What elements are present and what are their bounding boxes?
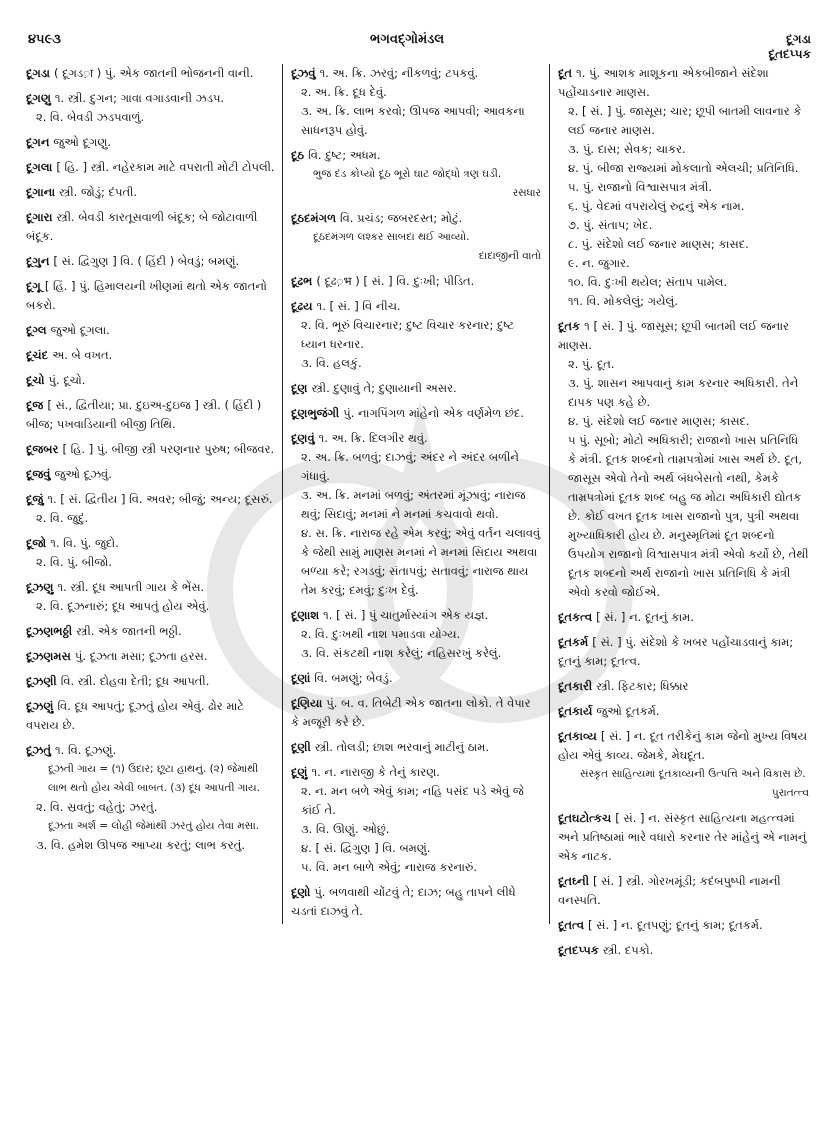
sense: ૨. વિ. દુઃખથી નાશ પમાડવા યોગ્ય. [301,627,461,641]
sense: ૪. [ સં. દ્વિગુણ ] વિ. બમણું. [301,841,431,855]
headword: દૂતક [558,319,581,333]
headword: દૂઢય [291,299,313,313]
headword: દૂતકાર્ય [558,704,593,718]
dictionary-entry [291,694,541,732]
definition: [ સં. ] ન. દૂતનું કામ. [596,610,694,624]
headword: દૂઝવું [291,66,316,80]
headword: દૂતકાવ્ય [558,729,597,743]
dictionary-entry [26,346,276,365]
definition: વિ. દુષ્ટ; અધમ. [308,148,381,162]
headword: દૂઝતું [26,743,52,757]
headword: દૂજો [26,536,47,550]
definition: પું. બ. વ. તિબેટી એક જાતના લોકો. તે વેપાર કે મજૂરી કરે છે. [291,696,531,729]
dictionary-entry [558,941,809,960]
headword: દૂણ [291,381,308,395]
definition: [ સં., દ્વિતીયા; પ્રા. દુઇઅ-દુઇજ ] સ્ત્રી. ( હિંદી ) બીજ; પખવાડિયાની બીજી તિથિ. [26,398,262,431]
definition: પું. દૂચો. [48,373,86,387]
definition: ૧. પું. આશક માશૂકના એકબીજાને સંદેશા પહોંચાડનાર માણસ. [558,66,769,99]
headword: દૂણભુજંગી [291,406,340,420]
sense: ૩. પું. શાસન આપવાનું કામ કરનાર અધિકારી. તેને દાપક પણ કહે છે. [568,376,799,409]
sense: ૨. વિ. જુદું. [36,511,89,525]
dictionary-entry [26,672,276,691]
headword: દૂણાં [291,671,311,685]
dictionary-entry [558,633,809,671]
definition: પું. બળવાથી ચોંટવું તે; દાઝ; બહુ તાપને લીધે ચડતાં દાઝવું તે. [291,885,516,918]
definition: સ્ત્રી. દપકો. [602,943,654,957]
dictionary-entry [26,647,276,666]
usage-example: ભુજ દંડ કોપ્યો દૂઠ ભૂરો ઘાટ જોદ્ધો ત્રણ ઘડી. [313,168,502,180]
dictionary-entry [291,738,541,757]
dictionary-entry [26,64,276,83]
definition: ૧. [ સં. દ્વિતીય ] વિ. અવર; બીજું; અન્ય; દૂસરું. [47,492,273,506]
dictionary-entry [558,727,809,803]
headword: દૂઠદમંગળ [291,211,337,225]
sense: ૨. વિ. બેવડી ઝડપવાળું. [36,110,145,124]
sense: ૫ પું. સૂબો; મોટો અધિકારી; રાજાનો ખાસ પ્રતિનિધિ કે મંત્રી. દૂતક શબ્દનો તામ્રપત્રોમાં ખાસ અર્થ છે. દૂત, જાસૂસ એવો તેનો અર્થ બંધબેસતો નથી, કેમકે તામ્રપત્રોમાં દૂતક શબ્દ બહુ જ મોટા અધિકારી દ્યોતક છે. કોઈ વખત દૂતક ખાસ રાજાનો પુત્ર, પુત્રી અથવા મુખ્યાધિકારી હોય છે. મનુસ્મૃતિમાં દૂત શબ્દનો ઉપયોગ રાજાનો વિશ્વાસપાત્ર મંત્રી એવો કર્યો છે, તેથી દૂતક શબ્દનો અર્થ રાજાનો ખાસ પ્રતિનિધિ કે મંત્રી એવો કરવો જોઈએ. [568,433,809,599]
dictionary-entry [291,429,541,600]
dictionary-entry [558,317,809,602]
dictionary-entry [26,490,276,528]
definition: [ હિં. ] પું. હિમાલયની ખીણમાં થતો એક જાતનો બકરો. [26,279,267,312]
sense: ૨. વિ. સ્રવતું; વહેતું; ઝરતું. [36,800,158,814]
dictionary-entry [291,404,541,423]
headword: દૂગડા [26,66,50,80]
definition: સ્ત્રી. એક જાતની ભઠ્ઠી. [76,624,182,638]
definition: પું. દૂઝતા મસા; દૂઝતા હરસ. [74,649,208,663]
sense: ૨. અ. ક્રિ. બળવું; દાઝવું; અંદર ને અંદર બળીને ગંધાવું. [301,450,519,483]
dictionary-entry [26,440,276,459]
headword: દૂતઘટોત્કચ [558,811,612,825]
definition: [ સં. ] ન. સંસ્કૃત સાહિત્યના મહત્ત્વમાં અને પ્રતિષ્ઠામાં ભારે વધારો કરનાર તેર માંહેનું એ નામનું એક નાટક. [558,811,807,863]
page-header [0,0,825,60]
sense: ૪. પું. બીજા રાજ્યમાં મોકલાતો એલચી; પ્રતિનિધિ. [568,161,799,175]
dictionary-entry [291,64,541,140]
definition: ૧. અ. ક્રિ. ઝરવું; નીકળવું; ટપકવું. [319,66,479,80]
headword: દૂગલા [26,160,53,174]
headword: દૂઝણું [26,699,54,713]
headword: દૂતત્વ [558,918,585,932]
headword: દૂત [558,66,573,80]
dictionary-entry [26,741,276,855]
sense: દૂઝતા અર્શ = લોહી જેમાંથી ઝરતું હોય તેવા મસા. [48,820,260,832]
definition: સ્ત્રી. બેવડી કારતૂસવાળી બંદૂક; બે જોટાવાળી બંદૂક. [26,210,258,243]
definition: [ સં. ] ન. દૂતપણું; દૂતનું કામ; દૂતકર્મ. [588,918,763,932]
definition: વિ. પ્રચંડ; જબરદસ્ત; મોટું. [340,211,463,225]
headword: દૂણી [291,740,311,754]
headword: દૂણો [291,885,311,899]
dictionary-entry [558,872,809,910]
definition: ( દૂઢ़भ ) [ સં. ] વિ. દુઃખી; પીડિત. [316,274,475,288]
dictionary-entry [558,64,809,311]
dictionary-entry [26,697,276,735]
dictionary-entry [558,677,809,696]
headword: દૂચંદ [26,348,49,362]
dictionary-entry [558,916,809,935]
dictionary-entry [26,89,276,127]
citation-source: રસધાર [512,187,541,199]
headword: દૂચો [26,373,45,387]
sense: ૫. વિ. મન બાળે એવું; નારાજ કરનારું. [301,860,478,874]
definition: [ સં. ] ન. દૂત તરીકેનું કામ જેનો મુખ્ય વિષય હોય એવું કાવ્ય. જેમકે, મેઘદૂત. [558,729,807,762]
dictionary-entry [291,883,541,921]
sense: ૩. વિ. હમેશ ઊપજ આપ્યા કરતું; લાભ કરતું. [36,838,245,852]
headword: દૂગન [26,135,50,149]
definition: ૧. અ. ક્રિ. દિલગીર થવું. [318,431,428,445]
headword: દૂજ [26,398,44,412]
headword: દૂઝણમસ [26,649,71,663]
headword: દૂજું [26,492,44,506]
headword: દૂઢભ [291,274,313,288]
sense: ૨. અ. ક્રિ. દૂધ દેવું. [301,85,387,99]
page-number: ૪૫૯૩ [28,32,61,47]
headword: દૂઝણભઠ્ઠી [26,624,73,638]
dictionary-entry [26,578,276,616]
definition: ૧. [ સં. ] વિ નીચ. [316,299,401,313]
headword: દૂઠ [291,148,305,162]
dictionary-entry [558,702,809,721]
definition: ( દૂગડ़ा ) પું. એક જાતની ભોજનની વાની. [53,66,254,80]
sense: ૩. વિ. હલકું. [301,356,362,370]
definition: સ્ત્રી. જોડું; દંપતી. [59,185,138,199]
sense: ૧૦. વિ. દુઃખી થયેલ; સંતાપ પામેલ. [568,275,728,289]
definition: અ. બે વખત. [52,348,113,362]
running-title: ભગવદ્ગોમંડલ [370,32,445,47]
dictionary-entry [26,133,276,152]
headword: દૂગાના [26,185,56,199]
sense: ૩. પું. દાસ; સેવક; ચાકર. [568,142,686,156]
dictionary-entry [291,606,541,663]
dictionary-entry [291,669,541,688]
sense: ૭. પું. સંતાપ; ખેદ. [568,218,653,232]
definition: જુઓ દૂઝવું. [54,467,112,481]
headword: દૂતદપ્પક [558,943,599,957]
dictionary-entry [26,321,276,340]
sense: ૫. પું. રાજાનો વિશ્વાસપાત્ર મંત્રી. [568,180,712,194]
definition: ૧. વિ. પું. જુદો. [50,536,119,550]
dictionary-entry [26,158,276,177]
headword: દૂણિયા [291,696,323,710]
headword: દૂતઘ્ની [558,874,589,888]
dictionary-entry [26,252,276,271]
column-2 [282,64,550,924]
usage-example: સંસ્કૃત સાહિત્યમાં દૂતકાવ્યની ઉત્પત્તિ અને વિકાસ છે. [580,768,806,780]
sense: ૩. અ. ક્રિ. મનમાં બળવું; અંતરમાં મૂંઝાવું; નારાજ થવું; સિદાવું; મનમાં ને મનમાં કચવાવો થવો. [301,488,526,521]
headword: દૂગુન [26,254,50,268]
dictionary-entry [558,608,809,627]
sense: ૩. વિ. સંકટથી નાશ કરેલું; નહિસરખું કરેલું. [301,646,502,660]
sense: ૧૧. વિ. મોકલેલું; ગયેલું. [568,294,678,308]
headword: દૂગારા [26,210,53,224]
dictionary-entry [26,183,276,202]
headword: દૂગણુ [26,91,51,105]
dictionary-entry [291,209,541,266]
dictionary-entry [26,396,276,434]
headword: દૂજબર [26,442,59,456]
column-1 [20,64,282,1094]
usage-example: દૂઝતી ગાય = (૧) ઉદાર; છૂટા હાથનું. (૨) જેમાંથી લાભ થતો હોય એવી બાબત. (૩) દૂધ આપતી ગાય. [48,763,260,794]
sense: ૨. પું. દૂત. [568,357,615,371]
sense: ૨. વિ. પું. બીજો. [36,555,112,569]
sense: ૮. પું. સંદેશો લઈ જનાર માણસ; કાસદ. [568,237,749,251]
definition: ૧. વિ. દૂઝણું. [55,743,117,757]
definition: [ સં. ] પું. સંદેશો કે ખબર પહોંચાડવાનું કામ; દૂતનું કામ; દૂતત્વ. [558,635,794,668]
definition: સ્ત્રી. ફિટકાર; ધિક્કાર [596,679,689,693]
dictionary-entry [291,272,541,291]
definition: જુઓ દૂગલા. [50,323,110,337]
dictionary-entry [291,146,541,203]
headword: દૂગ્લ [26,323,47,337]
definition: [ હિ. ] સ્ત્રી. નહેરકામ માટે વપરાતી મોટી ટોપલી. [56,160,275,174]
guide-word-first: દૂગડા [786,32,811,46]
dictionary-entry [291,763,541,877]
sense: ૯. ન. જુગાર. [568,256,630,270]
sense: ૬. પું. વેદમાં વપરાયેલું રુદ્રનું એક નામ. [568,199,745,213]
definition: [ હિ. ] પું. બીજી સ્ત્રી પરણનાર પુરુષ; બીજવર. [62,442,275,456]
headword: દૂણવું [291,431,315,445]
definition: ૧. ન. નારાજી કે તેનું કારણ. [311,765,440,779]
definition: વિ. સ્ત્રી. દોહવા દેતી; દૂધ આપતી. [60,674,210,688]
sense: ૪. પું. સંદેશો લઈ જનાર માણસ; કાસદ. [568,414,750,428]
definition: ૧. [ સં. ] પું ચાતુર્માસ્યાંગ એક યજ્ઞ. [323,608,489,622]
citation-source: પુરાતત્ત્વ [771,787,809,799]
sense: ૪. સ. ક્રિ. નારાજ રહે એમ કરવું; એવું વર્તન ચલાવવું કે જેથી સામું માણસ મનમાં ને મનમાં સિદાય અથવા બળ્યા કરે; રગડવું; સંતાપવું; સતાવવું; નારાજ થાય તેમ કરવું; દમવું; દુઃખ દેવું. [301,526,541,597]
sense: ૨. વિ. ભૂરું વિચારનાર; દુષ્ટ વિચાર કરનાર; દુષ્ટ ધ્યાન ધરનાર. [301,318,515,351]
definition: [ સં. દ્વિગુણ ] વિ. ( હિંદી ) બેવડું; બમણું. [53,254,240,268]
headword: દૂણું [291,765,308,779]
definition: ૧ [ સં. ] પું. જાસૂસ; છૂપી બાતમી લઈ જનાર માણસ. [558,319,789,352]
sense: ૨. [ સં. ] પું. જાસૂસ; ચાર; છૂપી બાતમી લાવનાર કે લઈ જનાર માણસ. [568,104,802,137]
definition: ૧. સ્ત્રી. દૂધ આપતી ગાય કે ભેંસ. [57,580,205,594]
definition: સ્ત્રી. દુણાવું તે; દુણાયાની અસર. [311,381,457,395]
definition: જુઓ દૂગણુ. [53,135,112,149]
guide-words [768,32,811,62]
definition: સ્ત્રી. તોલડી; છાશ ભરવાનું માટીનું ઠામ. [314,740,490,754]
sense: ૩. વિ. ઊણું. ઓછું. [301,822,390,836]
dictionary-entry [291,379,541,398]
headword: દૂતકત્વ [558,610,593,624]
dictionary-entry [26,622,276,641]
definition: [ સં. ] સ્ત્રી. ગોરખમૂંડી; કદંબપુષ્પી નામની વનસ્પતિ. [558,874,781,907]
sense: ૨. વિ. દૂઝનારું; દૂધ આપતું હોય એવું. [36,599,210,613]
dictionary-entry [291,297,541,373]
usage-example: દૂઠદમંગળ લશ્કર સાબદાં થઈ આવ્યો. [313,231,470,243]
definition: ૧. સ્ત્રી. દુગન; ગાવા વગાડવાની ઝડપ. [54,91,225,105]
dictionary-entry [26,371,276,390]
dictionary-entry [26,465,276,484]
definition: વિ. બમણું; બેવડું. [314,671,393,685]
dictionary-entry [26,277,276,315]
column-3 [550,64,815,1094]
citation-source: દાદાજીની વાતો [478,250,541,262]
definition: વિ. દૂધ આપતું; દૂઝતું હોય એવું. ઢોર માટે વપરાય છે. [26,699,244,732]
guide-word-last: દૂતદપ્પક [768,47,811,61]
dictionary-columns [20,64,815,1094]
headword: દૂગૂ [26,279,41,293]
sense: ૨. ન. મન બળે એવું કામ; નહિ પસંદ પડે એવું જે કાંઈ તે. [301,784,524,817]
definition: જુઓ દૂતકર્મ. [596,704,660,718]
headword: દૂઝણુ [26,580,54,594]
headword: દૂણાશ [291,608,320,622]
dictionary-entry [26,208,276,246]
headword: દૂતકારી [558,679,593,693]
headword: દૂતકર્મ [558,635,589,649]
definition: પું. નાગપિંગળ માંહેનો એક વર્ણમેળ છંદ. [343,406,524,420]
headword: દૂજવું [26,467,51,481]
sense: ૩. અ. ક્રિ. લાભ કરવો; ઊપજ આપવી; આવકના સાધનરૂપ હોવું. [301,104,525,137]
dictionary-entry [26,534,276,572]
dictionary-entry [558,809,809,866]
headword: દૂઝણી [26,674,57,688]
